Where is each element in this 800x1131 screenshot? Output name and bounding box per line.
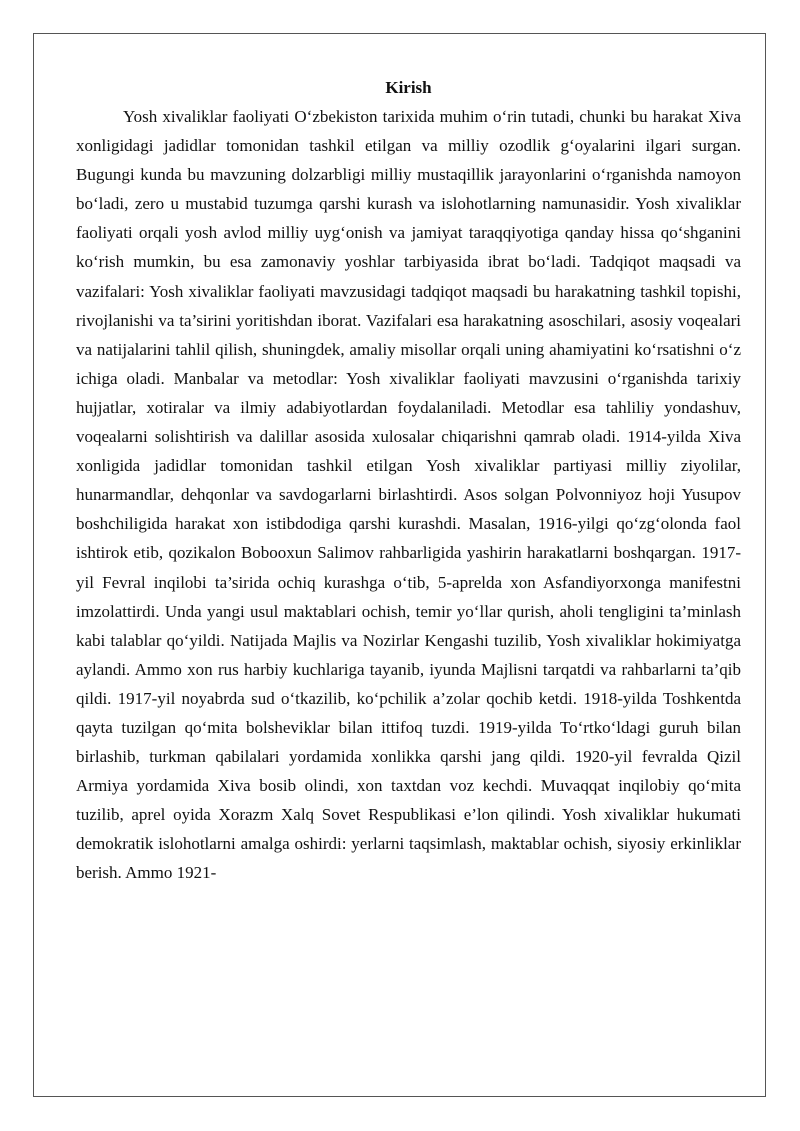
document-content — [76, 74, 741, 888]
section-heading: Kirish — [385, 78, 432, 97]
body-paragraph: Yosh xivaliklar faoliyati O‘zbekiston tarixida muhim o‘rin tutadi, chunki bu harakat Xiva xonligidagi jadidlar tomonidan tashkil etilgan va milliy ozodlik g‘oyalarini ilgari surgan. Bugungi kunda bu mavzuning dolzarbligi milliy mustaqillik jarayonlarini o‘rganishda namoyon bo‘ladi, zero u mustabid tuzumga qarshi kurash va islohotlarning namunasidir. Yosh xivaliklar faoliyati orqali yosh avlod milliy uyg‘onish va jamiyat taraqqiyotiga qanday hissa qo‘shganini ko‘rish mumkin, bu esa zamonaviy yoshlar tarbiyasida ibrat bo‘ladi. Tadqiqot maqsadi va vazifalari: Yosh xivaliklar faoliyati mavzusidagi tadqiqot maqsadi bu harakatning tashkil topishi, rivojlanishi va ta’sirini yoritishdan iborat. Vazifalari esa harakatning asoschilari, asosiy voqealari va natijalarini tahlil qilish, shuningdek, amaliy misollar orqali uning ahamiyatini ko‘rsatishni o‘z ichiga oladi. Manbalar va metodlar: Yosh xivaliklar faoliyati mavzusini o‘rganishda tarixiy hujjatlar, xotiralar va ilmiy adabiyotlardan foydalaniladi. Metodlar esa tahliliy yondashuv, voqealarni solishtirish va dalillar asosida xulosalar chiqarishni qamrab oladi. 1914-yilda Xiva xonligida jadidlar tomonidan tashkil etilgan Yosh xivaliklar partiyasi milliy ziyolilar, hunarmandlar, dehqonlar va savdogarlarni birlashtirdi. Asos solgan Polvonniyoz hoji Yusupov boshchiligida harakat xon istibdodiga qarshi kurashdi. Masalan, 1916-yilgi qo‘zg‘olonda faol ishtirok etib, qozikalon Bobooxun Salimov rahbarligida yashirin harakatlarni boshqargan. 1917-yil Fevral inqilobi ta’sirida ochiq kurashga o‘tib, 5-aprelda xon Asfandiyorxonga manifestni imzolattirdi. Unda yangi usul maktablari ochish, temir yo‘llar qurish, aholi tengligini ta’minlash kabi talablar qo‘yildi. Natijada Majlis va Nozirlar Kengashi tuzilib, Yosh xivaliklar hokimiyatga aylandi. Ammo xon rus harbiy kuchlariga tayanib, iyunda Majlisni tarqatdi va rahbarlarni ta’qib qildi. 1917-yil noyabrda sud o‘tkazilib, ko‘pchilik a’zolar qochib ketdi. 1918-yilda Toshkentda qayta tuzilgan qo‘mita bolsheviklar bilan ittifoq tuzdi. 1919-yilda To‘rtko‘ldagi guruh bilan birlashib, turkman qabilalari yordamida xonlikka qarshi jang qildi. 1920-yil fevralda Qizil Armiya yordamida Xiva bosib olindi, xon taxtdan voz kechdi. Muvaqqat inqilobiy qo‘mita tuzilib, aprel oyida Xorazm Xalq Sovet Respublikasi e’lon qilindi. Yosh xivaliklar hukumati demokratik islohotlarni amalga oshirdi: yerlarni taqsimlash, maktablar ochish, siyosiy erkinliklar berish. Ammo 1921- — [76, 107, 741, 883]
